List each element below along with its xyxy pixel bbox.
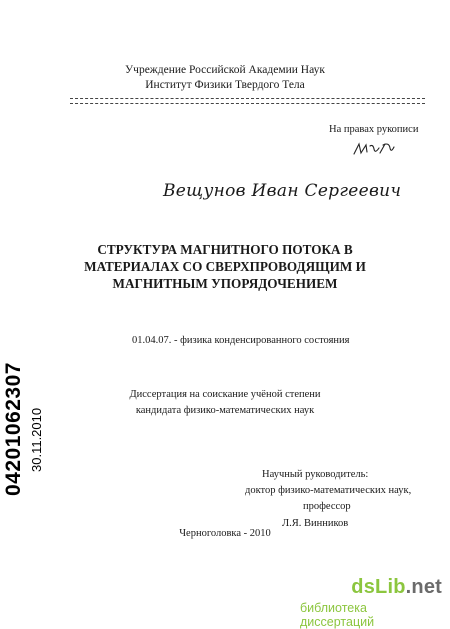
dissertation-line-2: кандидата физико-математических наук <box>135 405 315 416</box>
place-year: Черноголовка - 2010 <box>179 528 271 539</box>
handwritten-signature <box>352 141 396 157</box>
watermark-subtitle: библиотека диссертаций <box>300 601 375 629</box>
supervisor-degree: доктор физико-математических наук, <box>245 485 412 496</box>
library-stamp-date: 30.11.2010 <box>29 407 44 472</box>
watermark-logo-part1: dsLib <box>351 576 406 598</box>
header-divider-bottom <box>70 103 425 104</box>
author-name: Вещунов Иван Сергеевич <box>163 181 402 201</box>
dissertation-line-1: Диссертация на соискание учёной степени <box>129 389 321 400</box>
title-line-2: МАТЕРИАЛАХ СО СВЕРХПРОВОДЯЩИМ И <box>84 259 366 274</box>
title-line-1: СТРУКТУРА МАГНИТНОГО ПОТОКА В <box>97 242 353 257</box>
watermark-logo <box>351 576 442 599</box>
supervisor-rank: профессор <box>303 501 351 512</box>
supervisor-label: Научный руководитель: <box>262 469 369 480</box>
library-stamp-number: 04201062307 <box>2 362 25 496</box>
specialty: 01.04.07. - физика конденсированного состояния <box>132 335 350 346</box>
dslib-watermark <box>300 576 448 629</box>
header-divider-top <box>70 98 425 99</box>
institution-line-1: Учреждение Российской Академии Наук <box>125 64 325 76</box>
supervisor-name: Л.Я. Винников <box>282 518 349 529</box>
manuscript-note: На правах рукописи <box>329 124 419 135</box>
watermark-logo-part2: .net <box>405 576 442 598</box>
title-line-3: МАГНИТНЫМ УПОРЯДОЧЕНИЕМ <box>112 276 338 291</box>
institution-line-2: Институт Физики Твердого Тела <box>145 79 305 91</box>
